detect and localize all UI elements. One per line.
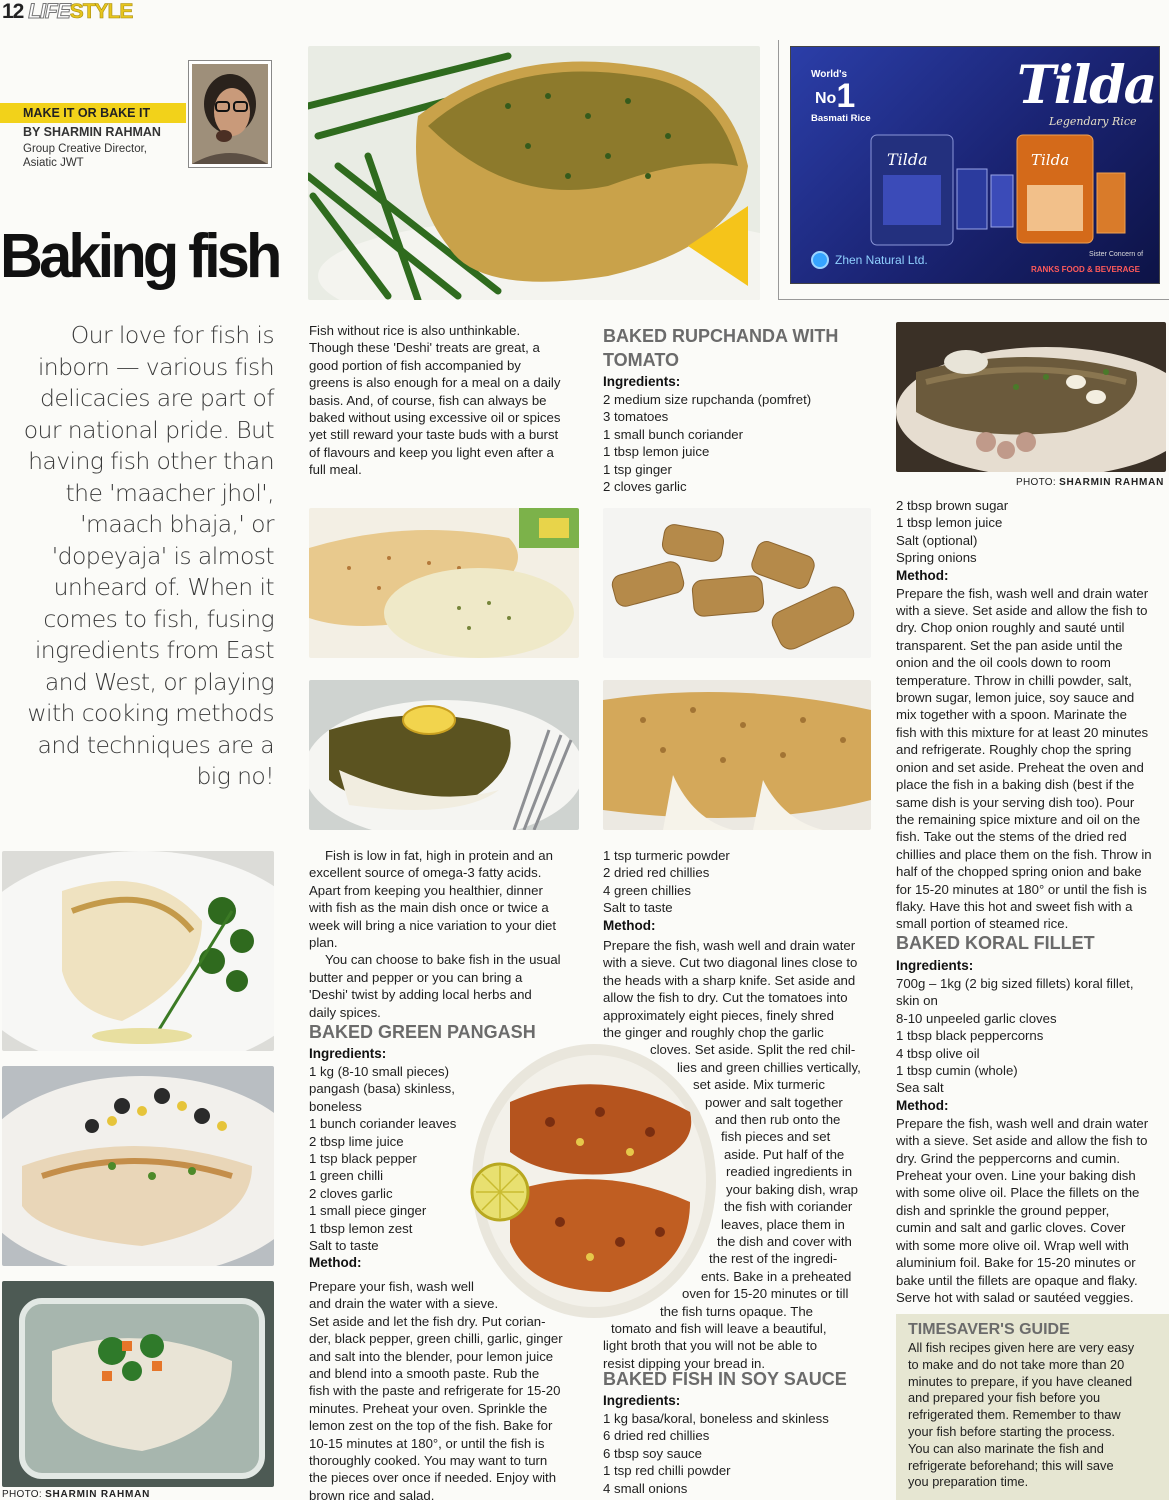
method-line: same dish is your serving dish too). Pour <box>896 794 1135 810</box>
ingredient-item: 2 medium size rupchanda (pomfret) <box>603 392 812 407</box>
text-line: Apart from keeping you healthier, dinner <box>309 882 543 898</box>
ad-no-text <box>815 77 855 116</box>
method-line: onion and the oil cools down to room <box>896 655 1111 671</box>
method-line: dry. Grind the peppercorns and cumin. <box>896 1150 1121 1166</box>
method-line: aluminium foil. Bake for 15-20 minutes or <box>896 1255 1136 1271</box>
ad-no-label: No <box>815 90 837 107</box>
credit-label: PHOTO: <box>2 1489 42 1500</box>
method-line: your baking dish, wrap <box>726 1181 858 1197</box>
method-line: cumin and salt and garlic cloves. Cover <box>896 1220 1126 1236</box>
byline <box>23 105 193 170</box>
ad-basmati-text: Basmati Rice <box>811 113 871 124</box>
text-line: Fish is low in fat, high in protein and an <box>325 848 553 863</box>
method-line: approximately eight pieces, finely shred <box>603 1007 834 1023</box>
ingredients-heading: Ingredients: <box>309 1046 387 1061</box>
author-role: Group Creative Director, <box>23 143 147 155</box>
intro-line: inborn — various fish <box>37 352 274 381</box>
koral-ingredients <box>896 957 1168 1306</box>
intro-line: and West, or playing <box>44 667 274 696</box>
ingredient-item: Salt to taste <box>603 900 673 916</box>
fish-glass-dish-photo <box>2 1281 274 1487</box>
article-title: Baking fish <box>0 222 279 291</box>
fish-corn-salad-photo <box>2 1066 274 1266</box>
col1-intro <box>309 322 581 479</box>
ingredient-item: 4 green chillies <box>603 882 691 898</box>
method-line: place the fish in a baking dish (best if the <box>896 777 1135 793</box>
intro-line: 'maach bhaja,' or <box>80 510 274 538</box>
page-number: 12 <box>2 0 24 23</box>
method-line: the remaining spice mixture and oil on the <box>896 811 1141 827</box>
method-line: and refrigerate. Roughly chop the spring <box>896 742 1132 758</box>
method-line: thoroughly cooked. You may want to turn <box>309 1453 548 1469</box>
credit-name: SHARMIN RAHMAN <box>45 1489 151 1500</box>
intro-line: the 'maacher jhol', <box>65 478 274 507</box>
intro-line: with cooking methods <box>27 699 274 727</box>
method-line: Set aside and let the fish dry. Put corian- <box>309 1313 546 1329</box>
method-heading: Method: <box>896 567 949 583</box>
method-line: the dish and cover with <box>717 1233 852 1249</box>
ingredient-item: 700g – 1kg (2 big sized fillets) koral fillet, <box>896 976 1134 991</box>
text-line: You can choose to bake fish in the usual <box>325 952 561 968</box>
method-line: chillies and place them on the fish. Throw in <box>896 846 1152 862</box>
ingredient-item: 2 cloves garlic <box>603 479 687 495</box>
method-line: onion and set aside. Preheat the oven and <box>896 759 1144 775</box>
method-line: brown rice and salad. <box>309 1487 435 1500</box>
text-line: butter and pepper or you can bring a <box>309 969 523 985</box>
text-line: baked without using excessive oil or spices <box>309 410 561 426</box>
fish-lemon-fork-photo <box>309 680 579 830</box>
text-line: you preparation time. <box>908 1474 1029 1490</box>
intro-line: our national pride. But <box>23 415 274 444</box>
fish-fingers-photo <box>603 508 871 658</box>
col1-health-text <box>309 847 581 1021</box>
method-line: cloves. Set aside. Split the red chil- <box>650 1042 856 1058</box>
timesaver-body <box>908 1340 1159 1491</box>
section-style: STYLE <box>69 0 133 23</box>
ingredient-item: 1 tbsp lemon juice <box>603 444 710 460</box>
ingredient-item: 1 tsp red chilli powder <box>603 1463 731 1479</box>
credit-label: PHOTO: <box>1016 477 1056 488</box>
method-line: with a sieve. Set aside and allow the fish to <box>896 1133 1148 1149</box>
method-line: the fish turns opaque. The <box>660 1303 813 1319</box>
ingredient-item: 1 tsp turmeric powder <box>603 848 730 863</box>
intro-text <box>0 320 274 793</box>
method-heading: Method: <box>896 1097 949 1113</box>
method-line: small portion of steamed rice. <box>896 916 1069 932</box>
text-line: minutes to prepare, if you have cleaned <box>908 1373 1133 1389</box>
ingredient-item: 2 tbsp lime juice <box>309 1133 404 1149</box>
method-line: the heads with a sharp knife. Set aside and <box>603 972 856 988</box>
method-line: with a sieve. Set aside and allow the fish to <box>896 603 1148 619</box>
method-line: the ginger and roughly chop the garlic <box>603 1025 824 1041</box>
rupchanda-ingredients-more <box>603 847 873 935</box>
method-line: Prepare the fish, wash well and drain water <box>603 938 856 953</box>
ingredients-heading: Ingredients: <box>896 958 974 973</box>
text-line: daily spices. <box>309 1004 381 1020</box>
method-line: readied ingredients in <box>726 1164 853 1180</box>
text-line: refrigerate beforehand; this will save <box>908 1457 1114 1473</box>
intro-line: comes to fish, fusing <box>43 604 274 633</box>
ingredient-item: 1 small bunch coriander <box>603 426 744 442</box>
ad-number-one: 1 <box>836 77 856 115</box>
method-line: and then rub onto the <box>715 1112 841 1128</box>
photo-credit-left <box>2 1489 150 1500</box>
crusted-fillet-photo <box>603 680 871 830</box>
method-line: allow the fish to dry. Cut the tomatoes into <box>603 990 848 1006</box>
method-line: 10-15 minutes at 180°, or until the fish is <box>309 1435 545 1451</box>
text-line: Though these 'Deshi' treats are great, a <box>309 340 540 356</box>
page-header <box>2 0 132 24</box>
ingredient-item: 3 tomatoes <box>603 409 669 425</box>
ingredient-item: 4 small onions <box>603 1480 688 1496</box>
photo-credit-right <box>1016 477 1164 488</box>
author-name: BY SHARMIN RAHMAN <box>23 125 161 139</box>
ingredient-item: Salt (optional) <box>896 532 978 548</box>
recipe-title-soy: BAKED FISH IN SOY SAUCE <box>603 1369 847 1389</box>
method-line: oven for 15-20 minutes or till <box>682 1286 849 1302</box>
text-line: good portion of fish accompanied by <box>309 357 521 373</box>
method-line: with some olive oil. Place the fillets on the <box>896 1185 1140 1201</box>
method-line: tomato and fish will leave a beautiful, <box>611 1320 827 1336</box>
method-line: and salt into the blender, pour lemon juice <box>309 1348 554 1364</box>
method-line: resist dipping your bread in. <box>603 1355 766 1371</box>
ingredient-item: 2 tbsp brown sugar <box>896 498 1009 513</box>
method-line: the pieces over once if needed. Enjoy with <box>309 1470 557 1486</box>
timesaver-box <box>896 1314 1169 1500</box>
method-line: Preheat your oven. Line your baking dish <box>896 1168 1136 1184</box>
text-line: your fish before starting the process. <box>908 1423 1115 1439</box>
fish-with-sauce-photo <box>309 508 579 658</box>
method-line: minutes. Preheat your oven. Sprinkle the <box>309 1400 548 1416</box>
ad-distributor: Zhen Natural Ltd. <box>835 253 928 267</box>
method-line: Prepare the fish, wash well and drain water <box>896 1115 1149 1131</box>
ingredient-item: 1 tsp ginger <box>603 461 672 477</box>
intro-line: unheard of. When it <box>53 573 274 601</box>
soy-fish-photo <box>896 322 1166 472</box>
timesaver-title: TIMESAVER'S GUIDE <box>908 1321 1070 1338</box>
title-line: BAKED RUPCHANDA WITH <box>603 326 839 346</box>
text-line: yet still reward your taste buds with a burst <box>309 427 559 443</box>
method-line: leaves, place them in <box>721 1216 845 1232</box>
ingredient-item: 4 tbsp olive oil <box>896 1045 980 1061</box>
method-line: lies and green chillies vertically, <box>677 1059 861 1075</box>
method-line: Serve hot with salad or sautéed veggies. <box>896 1289 1134 1305</box>
intro-line: Our love for fish is <box>70 321 274 349</box>
method-line: mix together with a spoon. Marinate the <box>896 707 1127 723</box>
ingredient-item: Spring onions <box>896 550 977 566</box>
text-line: of flavours and keep you light even after a <box>309 444 554 460</box>
ad-brand-logo: Tilda <box>1017 55 1156 116</box>
method-line: lemon zest on the top of the fish. Bake for <box>309 1418 553 1434</box>
ingredient-item: 1 kg basa/koral, boneless and skinless <box>603 1411 829 1426</box>
text-line: 'Deshi' twist by adding local herbs and <box>309 987 532 1003</box>
ingredients-heading: Ingredients: <box>603 1393 681 1408</box>
hero-fish-photo <box>308 46 760 300</box>
intro-line: big no! <box>196 762 274 790</box>
method-line: and drain the water with a sieve. <box>309 1296 499 1312</box>
svg-text:Tilda: Tilda <box>887 150 928 169</box>
method-line: ents. Bake in a preheated <box>701 1268 852 1284</box>
method-line: fish with this mixture for at least 20 minutes <box>896 724 1149 740</box>
method-line: with a sieve. Cut two diagonal lines close to <box>603 955 858 971</box>
soy-ingredients <box>603 1392 873 1497</box>
text-line: Fish without rice is also unthinkable. <box>309 323 521 338</box>
ingredient-item: 6 dried red chillies <box>603 1428 710 1444</box>
method-line: aside. Put half of the <box>724 1146 845 1162</box>
method-line: and blend into a smooth paste. Rub the <box>309 1366 540 1382</box>
ingredient-item: 1 green chilli <box>309 1168 384 1184</box>
method-line: transparent. Set the pan aside until the <box>896 637 1123 653</box>
method-line: flaky. Have this hot and sweet fish with a <box>896 898 1133 914</box>
method-heading: Method: <box>603 917 656 933</box>
method-line: with some more olive oil. Wrap well with <box>896 1237 1129 1253</box>
text-line: All fish recipes given here are very easy <box>908 1340 1135 1355</box>
method-line: brown sugar, lemon juice, soy sauce and <box>896 690 1135 706</box>
ingredient-item: pangash (basa) skinless, <box>309 1081 455 1097</box>
ingredient-item: boneless <box>309 1098 362 1114</box>
ingredient-item: 1 tbsp black peppercorns <box>896 1028 1044 1044</box>
ad-product-bags <box>867 125 1127 255</box>
intro-line: and techniques are a <box>37 730 274 759</box>
text-line: refrigerated them. Remember to thaw <box>908 1407 1121 1423</box>
text-line: week will bring a nice variation to your diet <box>309 917 557 933</box>
ingredient-item: skin on <box>896 993 938 1009</box>
svg-text:Tilda: Tilda <box>1031 151 1070 169</box>
method-line: fish pieces and set <box>721 1129 831 1145</box>
text-line: greens is also enough for a meal on a daily <box>309 375 561 391</box>
section-life: LIFE <box>28 0 70 23</box>
method-line: set aside. Mix turmeric <box>693 1077 825 1093</box>
ingredient-item: 1 small piece ginger <box>309 1203 427 1219</box>
ingredient-item: 1 tbsp lemon zest <box>309 1220 413 1236</box>
intro-line: ingredients from East <box>34 636 274 664</box>
text-line: and prepared your fish before you <box>908 1390 1101 1406</box>
author-photo <box>188 60 272 168</box>
method-line: fish with the paste and refrigerate for 15-20 <box>309 1383 561 1399</box>
ingredient-item: 1 tbsp cumin (whole) <box>896 1063 1018 1079</box>
method-line: dry. Chop onion roughly and sauté until <box>896 620 1125 636</box>
method-line: bake until the fillets are opaque and flaky. <box>896 1272 1138 1288</box>
credit-name: SHARMIN RAHMAN <box>1059 477 1165 488</box>
ingredient-item: 2 cloves garlic <box>309 1185 393 1201</box>
text-line: You can also marinate the fish and <box>908 1440 1104 1456</box>
method-line: temperature. Throw in chilli powder, salt, <box>896 672 1132 688</box>
ad-sister-text: Sister Concern of <box>1089 251 1144 258</box>
text-line: basis. And, of course, fish can always be <box>309 392 547 408</box>
method-line: Prepare the fish, wash well and drain water <box>896 585 1149 601</box>
method-line: half of the chopped spring onion and bake <box>896 864 1142 880</box>
advertisement[interactable] <box>790 46 1160 284</box>
ingredients-heading: Ingredients: <box>603 374 681 389</box>
author-portrait-image <box>192 64 268 164</box>
method-heading: Method: <box>309 1255 362 1271</box>
method-line: light broth that you will not be able to <box>603 1338 818 1354</box>
intro-line: 'dopeyaja' is almost <box>51 541 274 570</box>
ingredient-item: 1 tbsp lemon juice <box>896 515 1003 531</box>
ingredient-item: 1 tsp black pepper <box>309 1151 417 1167</box>
method-line: fish. Take out the stems of the dried red <box>896 829 1127 845</box>
method-line: der, black pepper, green chilli, garlic, ginger <box>309 1331 563 1347</box>
text-line: excellent source of omega-3 fatty acids. <box>309 865 542 881</box>
method-line: the rest of the ingredi- <box>709 1251 838 1267</box>
rupchanda-round-photo <box>470 1042 718 1320</box>
method-line: for 15-20 minutes at 180° or until the fish is <box>896 881 1147 897</box>
ingredient-item: 1 bunch coriander leaves <box>309 1116 457 1132</box>
soy-ingredients-more <box>896 497 1168 933</box>
ingredient-item: Sea salt <box>896 1080 944 1096</box>
text-line: plan. <box>309 935 338 951</box>
pangash-method <box>309 1278 589 1500</box>
ingredient-item: Salt to taste <box>309 1238 379 1254</box>
rupchanda-ingredients <box>603 373 873 495</box>
title-line: TOMATO <box>603 350 679 370</box>
intro-line: delicacies are part of <box>40 384 274 412</box>
ad-group-name: RANKS FOOD & BEVERAGE <box>1031 265 1140 274</box>
ingredient-item: 6 tbsp soy sauce <box>603 1445 702 1461</box>
ad-distributor-icon <box>811 251 829 269</box>
ad-tagline: Legendary Rice <box>1049 115 1137 128</box>
recipe-title-pangash: BAKED GREEN PANGASH <box>309 1022 536 1042</box>
ingredient-item: 8-10 unpeeled garlic cloves <box>896 1010 1057 1026</box>
text-line: with fish as the main dish once or twice a <box>309 900 549 916</box>
ingredient-item: 1 kg (8-10 small pieces) <box>309 1064 449 1079</box>
author-company: Asiatic JWT <box>23 157 84 169</box>
text-line: full meal. <box>309 462 362 478</box>
text-line: to make and do not take more than 20 <box>908 1356 1125 1372</box>
health-paragraph <box>309 847 581 864</box>
ingredient-item: 2 dried red chillies <box>603 865 710 881</box>
pangash-ingredients <box>309 1045 499 1271</box>
intro-line: having fish other than <box>28 447 274 475</box>
recipe-title-koral: BAKED KORAL FILLET <box>896 933 1095 953</box>
recipe-title-rupchanda <box>603 324 838 372</box>
method-line: dish and sprinkle the ground pepper, <box>896 1202 1110 1218</box>
method-line: power and salt together <box>705 1094 843 1110</box>
fish-parsley-photo <box>2 851 274 1051</box>
ad-worlds-text: World's <box>811 69 848 80</box>
method-line: Prepare your fish, wash well <box>309 1279 474 1294</box>
column-name: MAKE IT OR BAKE IT <box>23 106 151 120</box>
method-line: the fish with coriander <box>724 1199 853 1215</box>
